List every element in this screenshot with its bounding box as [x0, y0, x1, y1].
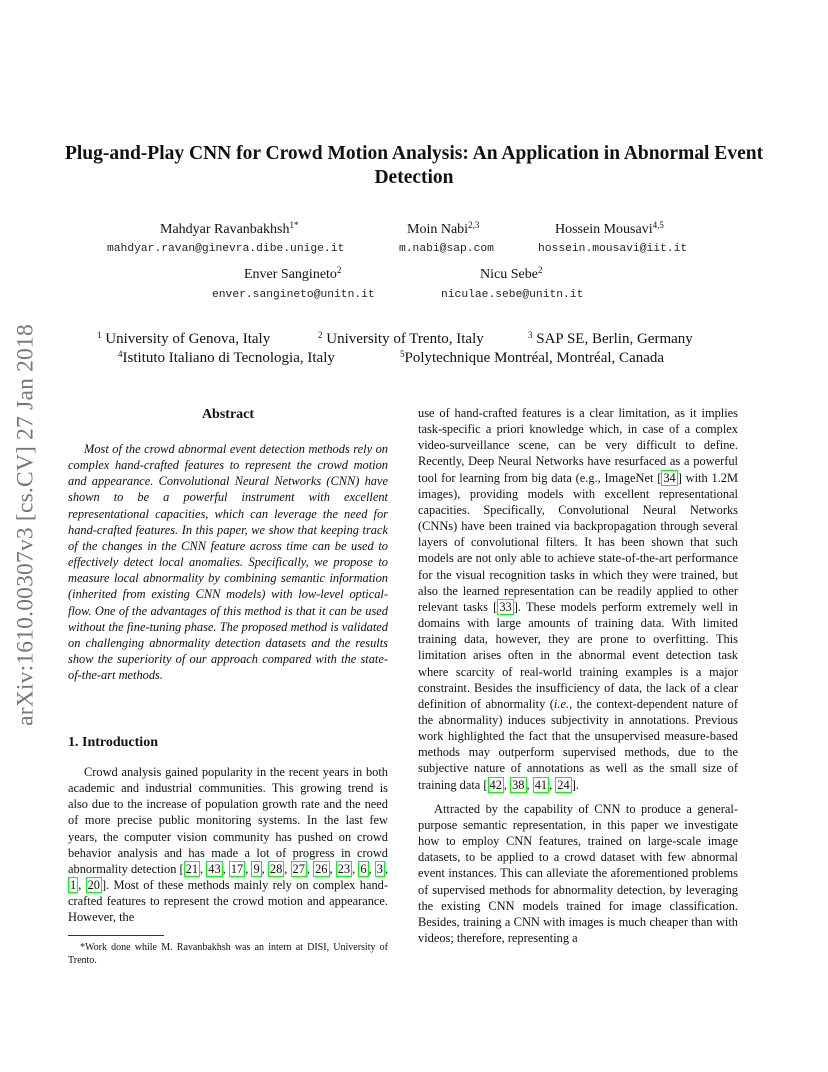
- citation-link[interactable]: 1: [70, 878, 77, 893]
- author-email: mahdyar.ravan@ginevra.dibe.unige.it: [107, 243, 345, 255]
- citation-link[interactable]: 20: [87, 878, 100, 893]
- citation-link[interactable]: 3: [376, 861, 383, 876]
- citation-link[interactable]: 27: [292, 861, 305, 876]
- author-email: niculae.sebe@unitn.it: [441, 289, 584, 301]
- section-heading: 1. Introduction: [68, 735, 158, 750]
- affiliation: $^5$Polytechnique Montréal, Montréal, Canada: [400, 349, 665, 366]
- citation-link[interactable]: 34: [663, 470, 676, 485]
- citation-link[interactable]: 21: [185, 861, 199, 876]
- citation-link[interactable]: 28: [269, 861, 283, 876]
- affiliation: $^4$Istituto Italiano di Tecnologia, Italy: [118, 349, 335, 366]
- arxiv-sidebar-stamp: [6, 290, 46, 760]
- author-name: Hossein Mousavi$^{4,5}$: [555, 220, 664, 237]
- paper-title: Plug-and-Play CNN for Crowd Motion Analysis: An Application in Abnormal Event Detection: [64, 143, 764, 188]
- citation-link[interactable]: 9: [253, 861, 260, 876]
- citation-link[interactable]: 43: [208, 861, 221, 876]
- citation-link[interactable]: 38: [512, 777, 525, 792]
- intro-paragraph: use of hand-crafted features is a clear limitation, as it implies task-specific a priori knowledge which, in case of a complex video-surveillance scene, can be very difficult to define. Recently, Deep Neural Networks have resurfaced as a powerful tool for learning from big data (e.g., ImageNet [ 34 ] with 1.2M images), providing models with excellent representational capacities. Specifically, Convolutional Neural Networks (CNNs) have been trained via backpropagation through several layers of convolutional filters. It has been shown that such models are not only able to achieve state-of-the-art performance for the visual recognition tasks in which they were trained, but also the learned representation can be readily applied to other relevant tasks [ 33 ]. These models perform extremely well in domains with large amounts of training data. With limited training data, however, they are prone to overfitting. This limitation arises often in the abnormal event detection task where scarcity of real-world training examples is a major constraint. Besides the insufficiency of data, the lack of a clear definition of abnormality (i.e., the context-dependent nature of the abnormality) induces subjectivity in annotations. Previous work highlighted the fact that the unsupervised measure-based methods may outperform supervised methods, due to the subjective nature of annotations as well as the small size of training data [ 42 , 38 , 41 , 24 ].: [418, 406, 738, 792]
- footnote-rule: [68, 935, 164, 936]
- affiliation: $^1$ University of Genova, Italy: [97, 330, 271, 347]
- affiliation: $^2$ University of Trento, Italy: [318, 330, 484, 347]
- arxiv-id: arXiv:1610.00307v3 [cs.CV] 27 Jan 2018: [12, 324, 39, 726]
- citation-link[interactable]: 24: [557, 777, 570, 792]
- citation-link[interactable]: 6: [360, 861, 367, 876]
- author-name: Mahdyar Ravanbakhsh$^{1*}$: [160, 220, 299, 237]
- author-name: Enver Sangineto$^2$: [244, 265, 342, 282]
- citation-link[interactable]: 41: [534, 777, 548, 792]
- citation-link[interactable]: 26: [315, 861, 328, 876]
- citation-link[interactable]: 23: [337, 861, 351, 876]
- affiliation: $^3$ SAP SE, Berlin, Germany: [528, 330, 693, 347]
- author-name: Nicu Sebe$^2$: [480, 265, 543, 282]
- author-email: enver.sangineto@unitn.it: [212, 289, 375, 301]
- intro-paragraph: Crowd analysis gained popularity in the recent years in both academic and industrial communities. This growing trend is also due to the increase of population growth rate and the need of more precise public monitoring systems. In the last few years, the computer vision community has pushed on crowd behavior analysis and has made a lot of progress in crowd abnormality detection [ 21 , 43 , 17 , 9 , 28 , 27 , 26 , 23 , 6 , 3 , 1 , 20 ]. Most of these methods mainly rely on complex hand-crafted features to represent the crowd motion and appearance. However, the: [68, 765, 389, 925]
- abstract-text: Most of the crowd abnormal event detection methods rely on complex hand-crafted features to represent the crowd motion and appearance. Convolutional Neural Networks (CNN) have shown to be a powerful instrument with excellent representational capacities, which can leverage the need for hand-crafted features. In this paper, we show that keeping track of the changes in the CNN feature across time can be used to effectively detect local anomalies. Specifically, we propose to measure local abnormality by combining semantic information (inherited from existing CNN models) with low-level optical-flow. One of the advantages of this method is that it can be used without the fine-tuning phase. The proposed method is validated on challenging abnormality detection datasets and the results show the superiority of our approach compared with the state-of-the-art methods.: [68, 442, 388, 683]
- author-email: m.nabi@sap.com: [399, 243, 494, 255]
- abstract-heading: Abstract: [201, 407, 255, 422]
- author-name: Moin Nabi$^{2,3}$: [407, 220, 480, 237]
- intro-paragraph: Attracted by the capability of CNN to produce a general-purpose semantic representation, in this paper we investigate how to employ CNN features, trained on large-scale image datasets, to be applied to a crowd dataset with few abnormal event instances. This can alleviate the aforementioned problems of supervised methods for abnormality detection, by leveraging the existing CNN models trained for image classification. Besides, training a CNN with images is much cheaper than with videos; therefore, representing a: [418, 801, 738, 945]
- author-email: hossein.mousavi@iit.it: [538, 243, 688, 255]
- citation-link[interactable]: 17: [230, 861, 244, 876]
- citation-link[interactable]: 33: [499, 599, 512, 614]
- footnote: *Work done while M. Ravanbakhsh was an intern at DISI, University of Trento.: [68, 942, 388, 966]
- citation-link[interactable]: 42: [489, 777, 502, 792]
